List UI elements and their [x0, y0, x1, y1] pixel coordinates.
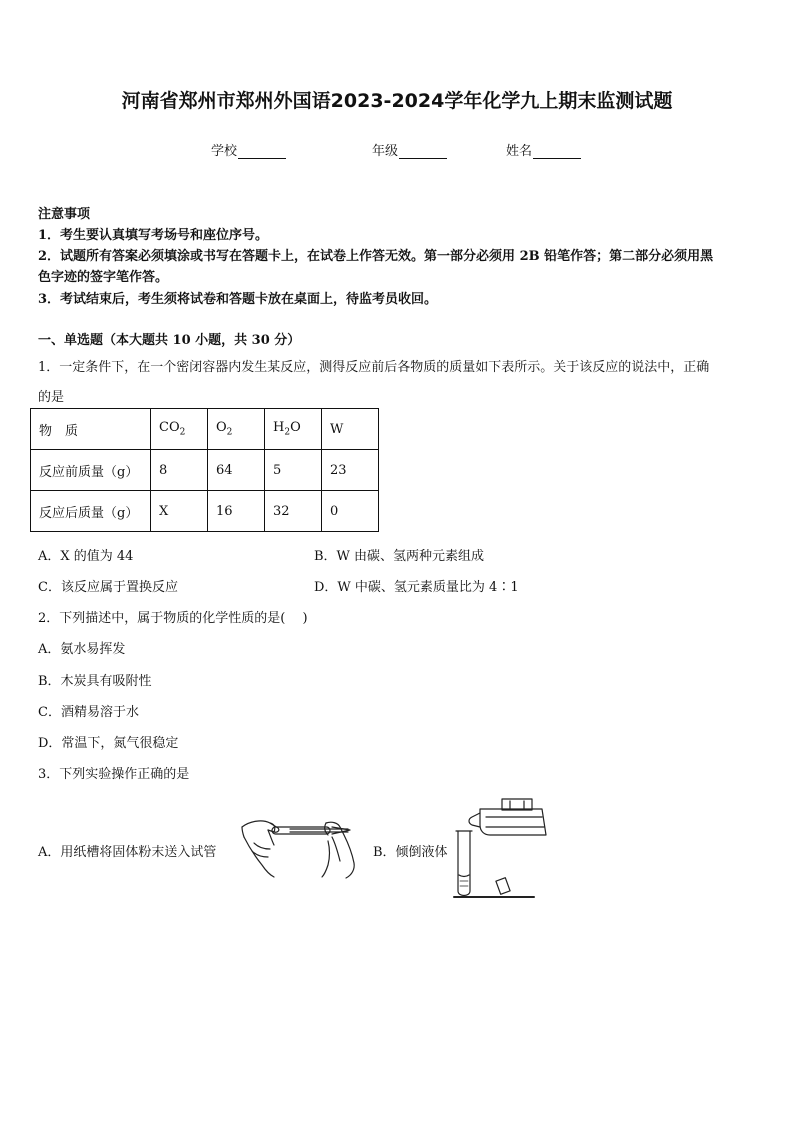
row-after-label: 反应后质量（g）	[31, 491, 151, 532]
page-title: 河南省郑州市郑州外国语2023-2024学年化学九上期末监测试题	[121, 90, 673, 112]
cell-before-h2o: 5	[265, 450, 322, 491]
row-before-label: 反应前质量（g）	[31, 450, 151, 491]
header-w: W	[322, 409, 379, 450]
note-item-2-line-2: 色字迹的签字笔作答。	[38, 270, 169, 285]
school-field[interactable]	[211, 140, 286, 159]
school-label: 学校	[211, 144, 238, 159]
q2-option-b[interactable]: B．木炭具有吸附性	[38, 674, 152, 689]
grade-blank[interactable]	[399, 145, 447, 159]
grade-field[interactable]	[372, 140, 447, 159]
grade-label: 年级	[372, 144, 399, 159]
section-heading: 一、单选题（本大题共 10 小题，共 30 分）	[38, 333, 301, 348]
table-header-row	[31, 409, 379, 450]
header-o2: $O_2$	[208, 409, 265, 450]
paper-trough-test-tube-illustration-icon	[240, 815, 360, 880]
mass-table	[30, 408, 379, 532]
cell-after-h2o: 32	[265, 491, 322, 532]
cell-after-w: 0	[322, 491, 379, 532]
name-field[interactable]	[506, 140, 581, 159]
cell-before-o2: 64	[208, 450, 265, 491]
q1-option-b[interactable]: B．W 由碳、氢两种元素组成	[314, 549, 485, 564]
cell-before-w: 23	[322, 450, 379, 491]
q3-option-b[interactable]: B．倾倒液体	[373, 845, 448, 860]
name-blank[interactable]	[533, 145, 581, 159]
q3-option-a[interactable]: A．用纸槽将固体粉末送入试管	[38, 845, 217, 860]
cell-before-co2: 8	[151, 450, 208, 491]
q2-option-c[interactable]: C．酒精易溶于水	[38, 705, 139, 720]
note-item-3: 3．考试结束后，考生须将试卷和答题卡放在桌面上，待监考员收回。	[38, 292, 438, 307]
pouring-liquid-illustration-icon	[450, 795, 550, 900]
q1-option-c[interactable]: C．该反应属于置换反应	[38, 580, 178, 595]
q2-option-a[interactable]: A．氨水易挥发	[38, 642, 126, 657]
q1-option-d[interactable]: D．W 中碳、氢元素质量比为 4∶1	[314, 580, 519, 595]
q1-stem-line-1: 1．一定条件下，在一个密闭容器内发生某反应，测得反应前后各物质的质量如下表所示。关于该反应的说法中，正确	[38, 360, 710, 375]
name-label: 姓名	[506, 144, 533, 159]
header-h2o: $H_2O$	[265, 409, 322, 450]
cell-after-co2: X	[151, 491, 208, 532]
header-label: 物 质	[31, 409, 151, 450]
q3-stem: 3．下列实验操作正确的是	[38, 767, 190, 782]
school-blank[interactable]	[238, 145, 286, 159]
note-item-1: 1．考生要认真填写考场号和座位序号。	[38, 228, 269, 243]
q2-option-d[interactable]: D．常温下，氮气很稳定	[38, 736, 179, 751]
table-row	[31, 450, 379, 491]
q1-stem-line-2: 的是	[38, 390, 65, 405]
header-co2: $CO_2$	[151, 409, 208, 450]
notes-heading: 注意事项	[38, 207, 91, 222]
cell-after-o2: 16	[208, 491, 265, 532]
q1-option-a[interactable]: A．X 的值为 44	[38, 549, 134, 564]
q2-stem: 2．下列描述中，属于物质的化学性质的是( )	[38, 611, 308, 626]
table-row	[31, 491, 379, 532]
note-item-2-line-1: 2．试题所有答案必须填涂或书写在答题卡上，在试卷上作答无效。第一部分必须用 2B 铅笔作答；第二部分必须用黑	[38, 249, 714, 264]
